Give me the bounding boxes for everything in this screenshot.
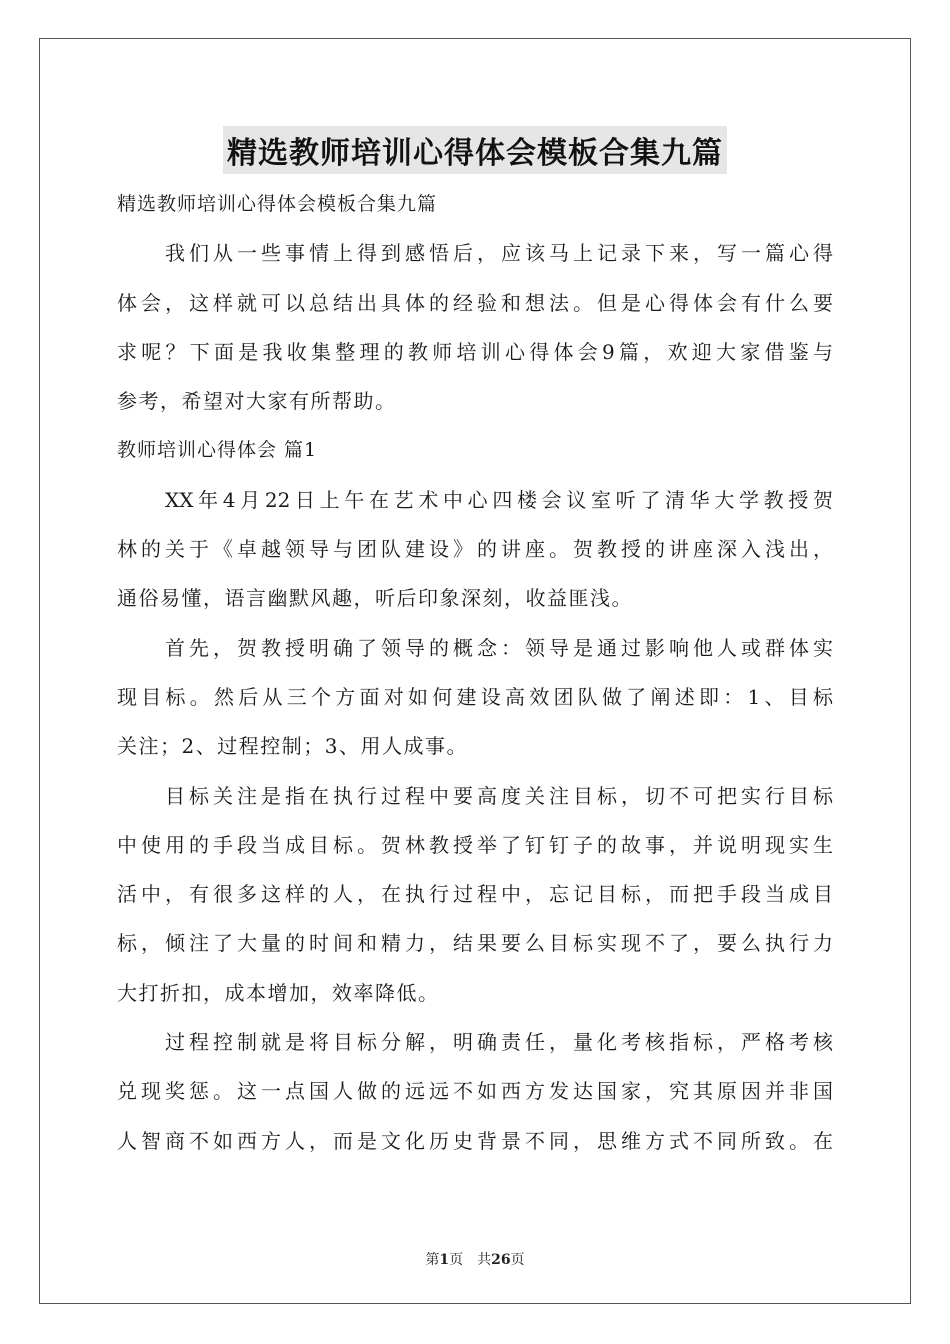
text-line: 目标关注是指在执行过程中要高度关注目标，切不可把实行目标 bbox=[165, 783, 833, 808]
footer-suffix: 页 bbox=[510, 1252, 525, 1268]
text-line: 中使用的手段当成目标。贺林教授举了钉钉子的故事，并说明现实生 bbox=[117, 832, 833, 857]
text-line: 通俗易懂，语言幽默风趣，听后印象深刻，收益匪浅。 bbox=[117, 586, 633, 611]
text-line: XX年4月22日上午在艺术中心四楼会议室听了清华大学教授贺 bbox=[165, 487, 833, 512]
text-line: 标，倾注了大量的时间和精力，结果要么目标实现不了，要么执行力 bbox=[117, 931, 833, 956]
document-body bbox=[117, 180, 833, 1166]
page-footer bbox=[0, 1249, 950, 1269]
footer-prefix: 第 bbox=[425, 1252, 440, 1268]
text-line: 人智商不如西方人，而是文化历史背景不同，思维方式不同所致。在 bbox=[117, 1128, 833, 1153]
section-heading: 精选教师培训心得体会模板合集九篇 bbox=[117, 193, 438, 215]
text-line: 林的关于《卓越领导与团队建设》的讲座。贺教授的讲座深入浅出， bbox=[117, 537, 833, 562]
section-heading: 教师培训心得体会 篇1 bbox=[117, 439, 318, 462]
text-line: 关注；2、过程控制；3、用人成事。 bbox=[117, 734, 468, 759]
text-line: 我们从一些事情上得到感悟后，应该马上记录下来，写一篇心得 bbox=[165, 241, 833, 266]
text-line: 过程控制就是将目标分解，明确责任，量化考核指标，严格考核 bbox=[165, 1030, 833, 1055]
document-title: 精选教师培训心得体会模板合集九篇 bbox=[223, 126, 727, 174]
footer-page-number: 1 bbox=[439, 1252, 450, 1268]
text-line: 活中，有很多这样的人，在执行过程中，忘记目标，而把手段当成目 bbox=[117, 882, 833, 907]
text-line: 体会，这样就可以总结出具体的经验和想法。但是心得体会有什么要 bbox=[117, 290, 833, 315]
text-line: 参考，希望对大家有所帮助。 bbox=[117, 389, 397, 414]
text-line: 兑现奖惩。这一点国人做的远远不如西方发达国家，究其原因并非国 bbox=[117, 1079, 833, 1104]
text-line: 现目标。然后从三个方面对如何建设高效团队做了阐述即：1、目标 bbox=[117, 684, 833, 709]
footer-mid: 页 共 bbox=[449, 1252, 492, 1268]
title-container bbox=[0, 126, 950, 174]
text-line: 首先，贺教授明确了领导的概念：领导是通过影响他人或群体实 bbox=[165, 635, 833, 660]
text-line: 大打折扣，成本增加，效率降低。 bbox=[117, 980, 440, 1005]
footer-total-pages: 26 bbox=[491, 1252, 511, 1268]
text-line: 求呢？下面是我收集整理的教师培训心得体会9篇，欢迎大家借鉴与 bbox=[117, 339, 833, 364]
